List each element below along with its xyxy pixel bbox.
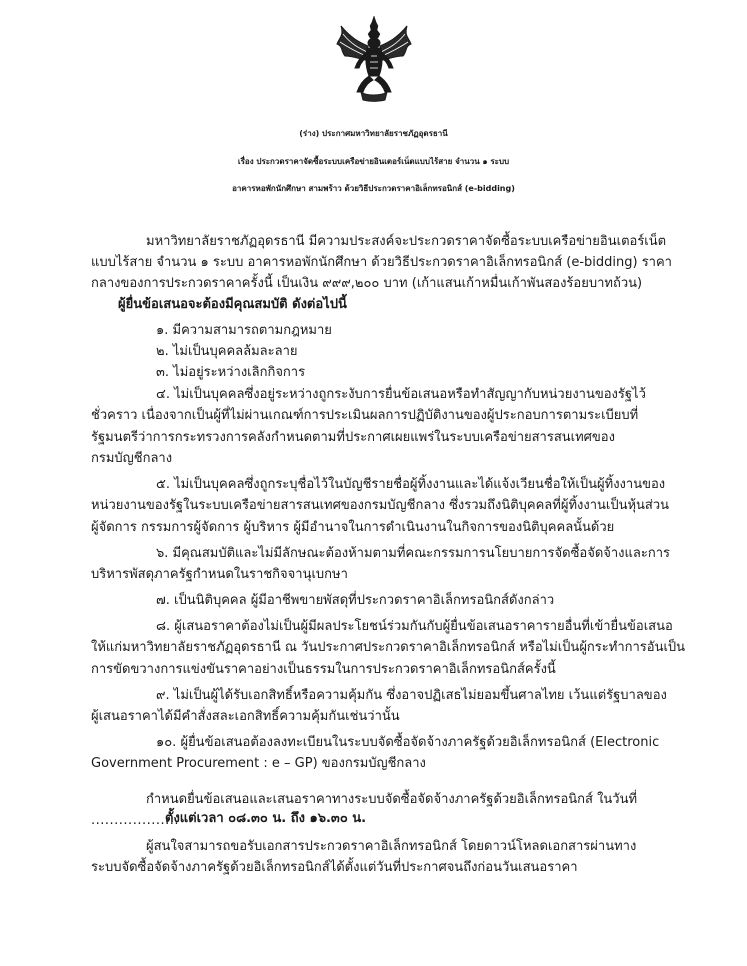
download-info-cont: ระบบจัดซื้อจัดจ้างภาครัฐด้วยอิเล็กทรอนิกส์ได้ตั้งแต่วันที่ประกาศจนถึงก่อนวันเสนอราคา <box>91 860 578 875</box>
qualification-item: ๑. มีความสามารถตามกฎหมาย <box>156 323 332 338</box>
qualification-item-cont: รัฐมนตรีว่าการกระทรวงการคลังกำหนดตามที่ประกาศเผยแพร่ในระบบเครือข่ายสารสนเทศของ <box>91 430 615 445</box>
qualification-item-cont: การขัดขวางการแข่งขันราคาอย่างเป็นธรรมในการประกวดราคาอิเล็กทรอนิกส์ครั้งนี้ <box>91 662 556 677</box>
qualification-item-cont: Government Procurement : e – GP) ของกรมบัญชีกลาง <box>91 756 426 771</box>
qualification-item: ๔. ไม่เป็นบุคคลซึ่งอยู่ระหว่างถูกระงับการยื่นข้อเสนอหรือทำสัญญากับหน่วยงานของรัฐไว้ <box>156 387 646 402</box>
qualification-item-cont: หน่วยงานของรัฐในระบบเครือข่ายสารสนเทศของกรมบัญชีกลาง ซึ่งรวมถึงนิติบุคคลที่ผู้ทิ้งงานเป็นหุ้นส่วน <box>91 498 670 513</box>
qualification-item-cont: ผู้เสนอราคาได้มีคำสั่งสละเอกสิทธิ์ความคุ้มกันเช่นว่านั้น <box>91 709 400 724</box>
garuda-emblem-icon <box>335 16 413 102</box>
qualification-item: ๗. เป็นนิติบุคคล ผู้มีอาชีพขายพัสดุที่ประกวดราคาอิเล็กทรอนิกส์ดังกล่าว <box>156 593 555 608</box>
qualification-item-cont: ผู้จัดการ กรรมการผู้จัดการ ผู้บริหาร ผู้มีอำนาจในการดำเนินงานในกิจการของนิติบุคคลนั้นด้วย <box>91 520 615 535</box>
submission-schedule: กำหนดยื่นข้อเสนอและเสนอราคาทางระบบจัดซื้อจัดจ้างภาครัฐด้วยอิเล็กทรอนิกส์ ในวันที่ <box>146 792 638 807</box>
qualification-item-cont: ชั่วคราว เนื่องจากเป็นผู้ที่ไม่ผ่านเกณฑ์การประเมินผลการปฏิบัติงานของผู้ประกอบการตามระเบียบที่ <box>91 408 639 423</box>
qualification-item: ๘. ผู้เสนอราคาต้องไม่เป็นผู้มีผลประโยชน์ร่วมกันกับผู้ยื่นข้อเสนอราคารายอื่นที่เข้ายื่นข้อเสนอ <box>156 619 673 634</box>
submission-date-blank: ................... <box>91 813 180 828</box>
intro-line: แบบไร้สาย จำนวน ๑ ระบบ อาคารหอพักนักศึกษา ด้วยวิธีประกวดราคาอิเล็กทรอนิกส์ (e-bidding) ราคา <box>91 255 672 270</box>
intro-line: มหาวิทยาลัยราชภัฏอุดรธานี มีความประสงค์จะประกวดราคาจัดซื้อระบบเครือข่ายอินเตอร์เน็ต <box>146 234 667 249</box>
qualification-item: ๕. ไม่เป็นบุคคลซึ่งถูกระบุชื่อไว้ในบัญชีรายชื่อผู้ทิ้งงานและได้แจ้งเวียนชื่อให้เป็นผู้ทิ้งงานของ <box>156 477 666 492</box>
qualification-item: ๒. ไม่เป็นบุคคลล้มละลาย <box>156 344 298 359</box>
qualifications-heading: ผู้ยื่นข้อเสนอจะต้องมีคุณสมบัติ ดังต่อไปนี้ <box>118 297 347 312</box>
download-info: ผู้สนใจสามารถขอรับเอกสารประกวดราคาอิเล็กทรอนิกส์ โดยดาวน์โหลดเอกสารผ่านทาง <box>146 839 637 854</box>
announcement-subject-line2: อาคารหอพักนักศึกษา สามพร้าว ด้วยวิธีประกวดราคาอิเล็กทรอนิกส์ (e-bidding) <box>232 184 515 193</box>
qualification-item: ๓. ไม่อยู่ระหว่างเลิกกิจการ <box>156 365 306 380</box>
announcement-subject: เรื่อง ประกวดราคาจัดซื้อระบบเครือข่ายอินเตอร์เน็ตแบบไร้สาย จำนวน ๑ ระบบ <box>237 157 510 166</box>
qualification-item: ๑๐. ผู้ยื่นข้อเสนอต้องลงทะเบียนในระบบจัดซื้อจัดจ้างภาครัฐด้วยอิเล็กทรอนิกส์ (Electronic <box>156 735 660 750</box>
qualification-item-cont: กรมบัญชีกลาง <box>91 451 173 466</box>
submission-time: ตั้งแต่เวลา ๐๘.๓๐ น. ถึง ๑๖.๓๐ น. <box>165 811 367 826</box>
qualification-item: ๖. มีคุณสมบัติและไม่มีลักษณะต้องห้ามตามที่คณะกรรมการนโยบายการจัดซื้อจัดจ้างและการ <box>156 546 671 561</box>
announcement-title: (ร่าง) ประกาศมหาวิทยาลัยราชภัฏอุดรธานี <box>299 129 448 138</box>
qualification-item-cont: บริหารพัสดุภาครัฐกำหนดในราชกิจจานุเบกษา <box>91 567 348 582</box>
intro-line: กลางของการประกวดราคาครั้งนี้ เป็นเงิน ๙๙๙,๒๐๐ บาท (เก้าแสนเก้าหมื่นเก้าพันสองร้อยบาทถ้วน) <box>91 276 643 291</box>
qualification-item-cont: ให้แก่มหาวิทยาลัยราชภัฏอุดรธานี ณ วันประกาศประกวดราคาอิเล็กทรอนิกส์ หรือไม่เป็นผู้กระทำการอันเป็น <box>91 640 686 655</box>
qualification-item: ๙. ไม่เป็นผู้ได้รับเอกสิทธิ์หรือความคุ้มกัน ซึ่งอาจปฏิเสธไม่ยอมขึ้นศาลไทย เว้นแต่รัฐบาลของ <box>156 688 667 703</box>
